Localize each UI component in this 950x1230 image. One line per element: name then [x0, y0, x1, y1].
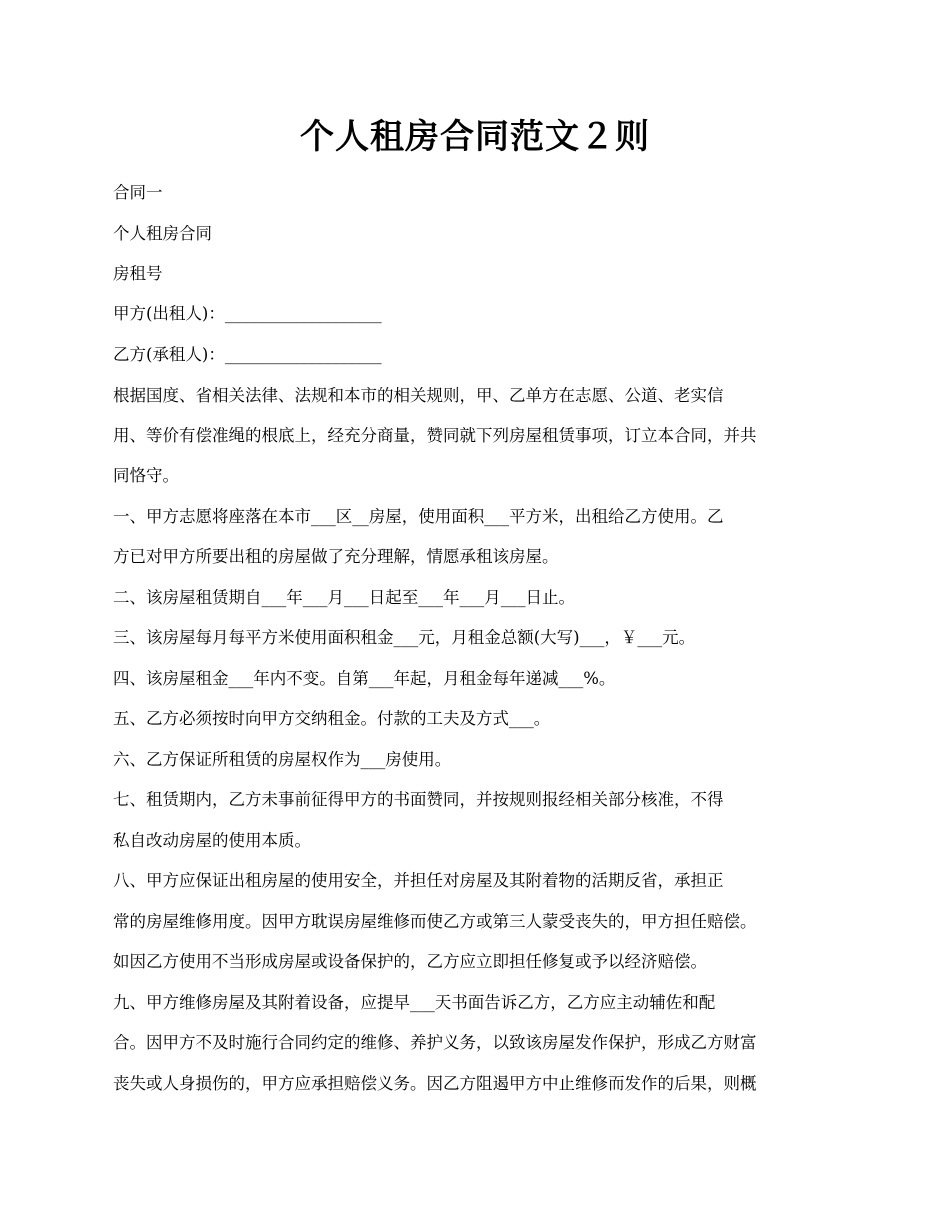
text-line: 一、甲方志愿将座落在本市___区__房屋，使用面积___平方米，出租给乙方使用。乙 [113, 507, 724, 526]
text-line: 用、等价有偿准绳的根底上，经充分商量，赞同就下列房屋租赁事项，订立本合同，并共 [113, 426, 757, 445]
text-line: 个人租房合同 [113, 224, 212, 243]
text-line: 六、乙方保证所租赁的房屋权作为___房使用。 [113, 750, 452, 769]
text-line: 四、该房屋租金___年内不变。自第___年起，月租金每年递减___%。 [113, 669, 616, 688]
text-line: 八、甲方应保证出租房屋的使用安全，并担任对房屋及其附着物的活期反省，承担正 [113, 871, 724, 890]
text-line: 三、该房屋每月每平方米使用面积租金___元，月租金总额(大写)___，￥___元。 [113, 628, 696, 647]
text-line: 九、甲方维修房屋及其附着设备，应提早___天书面告诉乙方，乙方应主动辅佐和配 [113, 993, 716, 1012]
text-line: 方已对甲方所要出租的房屋做了充分理解，情愿承租该房屋。 [113, 547, 559, 566]
text-line: 根据国度、省相关法律、法规和本市的相关规则，甲、乙单方在志愿、公道、老实信 [113, 386, 724, 405]
document-title: 个人租房合同范文２则 [300, 117, 650, 157]
text-line: 房租号 [113, 264, 163, 283]
text-line: 合同一 [113, 183, 163, 202]
text-line: 合。因甲方不及时施行合同约定的维修、养护义务，以致该房屋发作保护，形成乙方财富 [113, 1033, 757, 1052]
text-line: 七、租赁期内，乙方未事前征得甲方的书面赞同，并按规则报经相关部分核准，不得 [113, 790, 724, 809]
text-line: 同恪守。 [113, 466, 179, 485]
text-line: 常的房屋维修用度。因甲方耽误房屋维修而使乙方或第三人蒙受丧失的，甲方担任赔偿。 [113, 912, 757, 931]
text-line: 私自改动房屋的使用本质。 [113, 831, 311, 850]
text-line: 二、该房屋租赁期自___年___月___日起至___年___月___日止。 [113, 588, 575, 607]
text-line: 甲方(出租人)：___________________ [113, 304, 382, 323]
text-line: 乙方(承租人)：___________________ [113, 345, 382, 364]
text-line: 如因乙方使用不当形成房屋或设备保护的，乙方应立即担任修复或予以经济赔偿。 [113, 952, 707, 971]
text-line: 丧失或人身损伤的，甲方应承担赔偿义务。因乙方阻遏甲方中止维修而发作的后果，则概 [113, 1074, 757, 1093]
text-line: 五、乙方必须按时向甲方交纳租金。付款的工夫及方式___。 [113, 709, 551, 728]
